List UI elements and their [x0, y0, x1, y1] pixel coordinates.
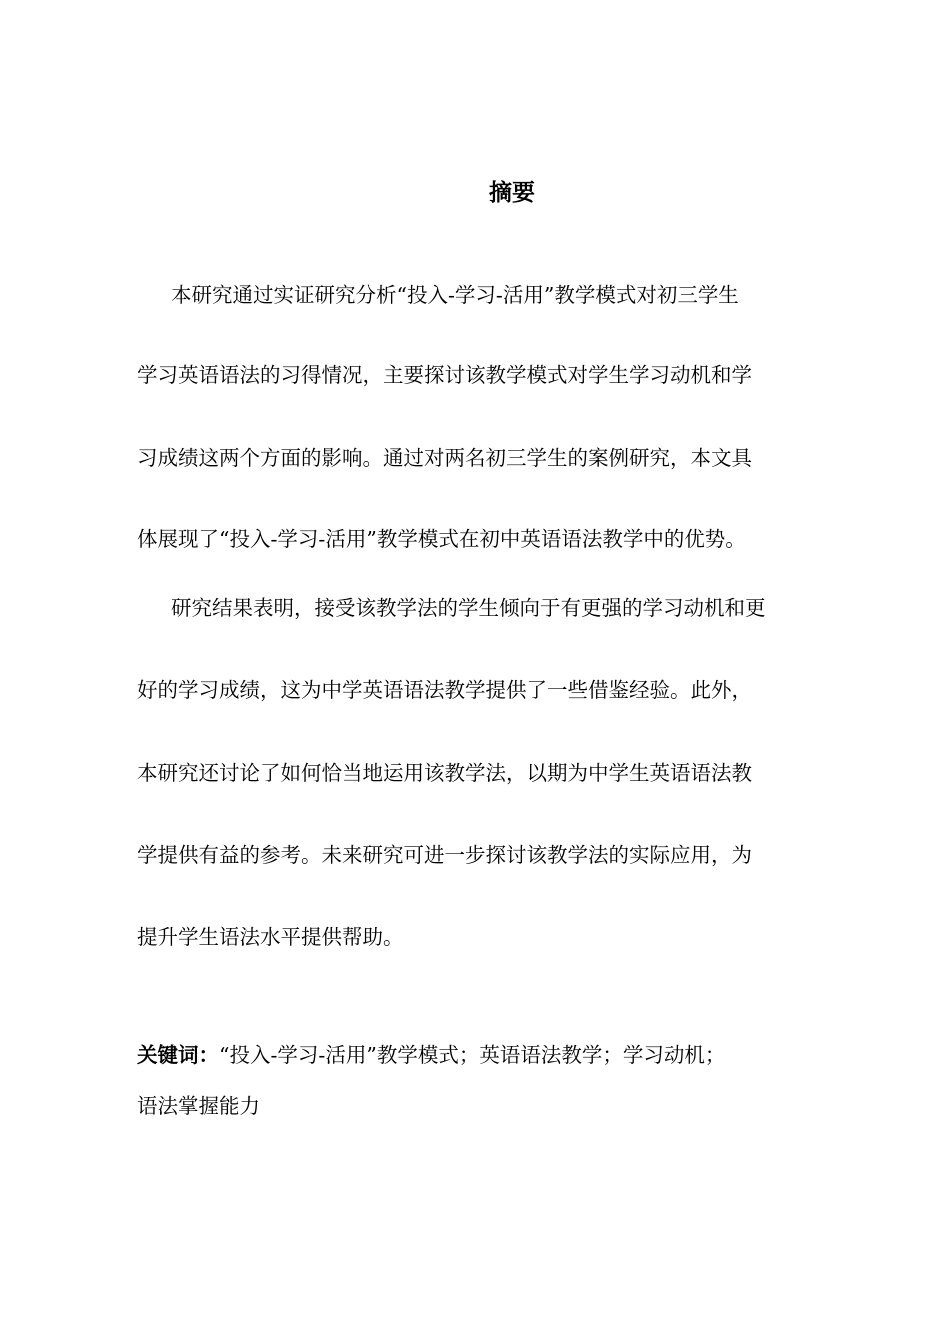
paragraph-line: 研究结果表明，接受该教学法的学生倾向于有更强的学习动机和更: [171, 596, 766, 620]
keywords-text: “投入-学习-活用”教学模式；英语语法教学；学习动机；: [219, 1043, 726, 1067]
paragraph-line: 提升学生语法水平提供帮助。: [137, 925, 404, 949]
keywords-label: 关键词：: [137, 1043, 219, 1067]
paragraph-line: 体展现了“投入-学习-活用”教学模式在初中英语语法教学中的优势。: [137, 527, 746, 551]
keywords-line-1: [137, 1040, 725, 1070]
keywords-line-2: 语法掌握能力: [137, 1094, 260, 1118]
paragraph-line: 好的学习成绩，这为中学英语语法教学提供了一些借鉴经验。此外，: [137, 678, 752, 702]
paragraph-line: 学提供有益的参考。未来研究可进一步探讨该教学法的实际应用，为: [137, 843, 752, 867]
paragraph-line: 本研究还讨论了如何恰当地运用该教学法，以期为中学生英语语法教: [137, 761, 752, 785]
paragraph-line: 本研究通过实证研究分析“投入-学习-活用”教学模式对初三学生: [171, 283, 739, 307]
abstract-title: 摘要: [489, 180, 535, 206]
paragraph-line: 学习英语语法的习得情况，主要探讨该教学模式对学生学习动机和学: [137, 363, 752, 387]
paragraph-line: 习成绩这两个方面的影响。通过对两名初三学生的案例研究，本文具: [137, 446, 752, 470]
